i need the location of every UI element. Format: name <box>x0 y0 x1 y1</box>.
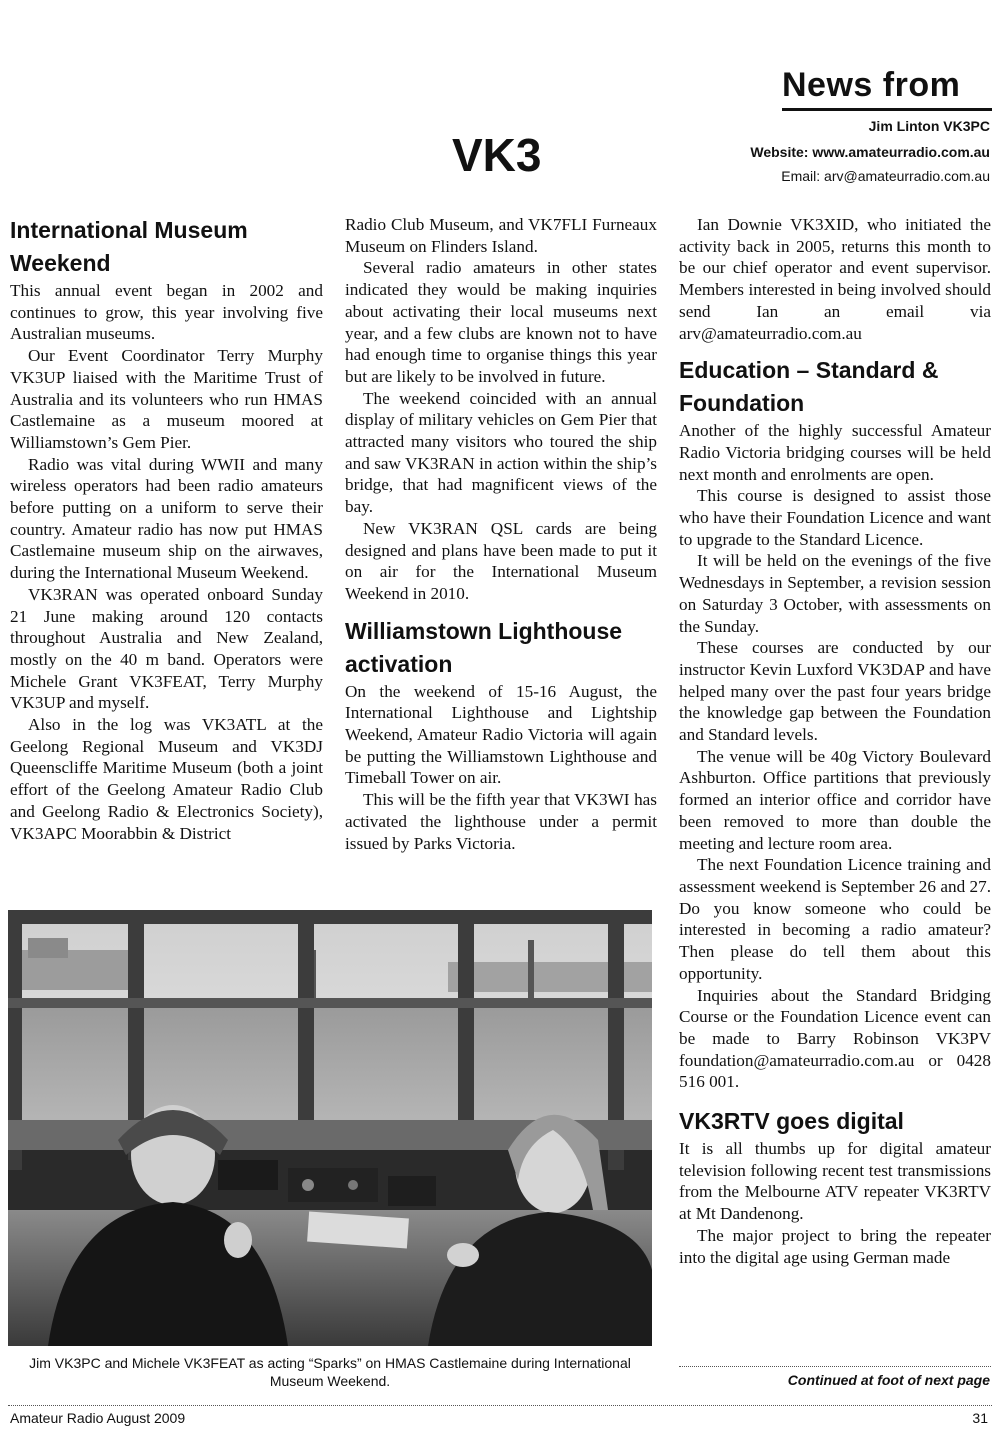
paragraph: The major project to bring the repeater into the digital age using German made <box>679 1225 991 1267</box>
paragraph: The venue will be 40g Victory Boulevard Ashburton. Office partitions that previously formed an interior office and corridor have been removed to more than double the meeting and lecture room area. <box>679 746 991 853</box>
paragraph: This annual event began in 2002 and continues to grow, this year involving five Australian museums. <box>10 281 323 344</box>
paragraph: Our Event Coordinator Terry Murphy VK3UP liaised with the Maritime Trust of Australia and its volunteers who run HMAS Castlemaine as a museum moored at Williamstown’s Gem Pier. <box>10 346 323 452</box>
region-title: VK3 <box>452 129 542 181</box>
heading-vk3rtv: VK3RTV goes digital <box>679 1108 904 1135</box>
paragraph: This will be the fifth year that VK3WI has activated the lighthouse under a permit issued by Parks Victoria. <box>345 790 657 853</box>
paragraph: Ian Downie VK3XID, who initiated the activity back in 2005, returns this month to be our chief operator and event supervisor. Members interested in being involved should send Ian an email via arv@amateurradio.com.au <box>679 215 991 343</box>
paragraph: This course is designed to assist those who have their Foundation Licence and want to upgrade to the Standard Licence. <box>679 486 991 549</box>
paragraph: These courses are conducted by our instructor Kevin Luxford VK3DAP and have helped many over the past four years bridge the knowledge gap between the Foundation and Standard levels. <box>679 638 991 745</box>
paragraph: It is all thumbs up for digital amateur television following recent test transmissions from the Melbourne ATV repeater VK3RTV at Mt Dandenong. <box>679 1139 991 1224</box>
heading-lighthouse: Williamstown Lighthouse activation <box>345 617 623 677</box>
paragraph: Radio was vital during WWII and many wireless operators had been radio amateurs before putting on a uniform to serve their country. Amateur radio has now put HMAS Castlemaine museum ship on the airwaves, during the International Museum Weekend. <box>10 454 323 583</box>
paragraph: Another of the highly successful Amateur Radio Victoria bridging courses will be held next month and enrolments are open. <box>679 421 991 484</box>
paragraph: Several radio amateurs in other states indicated they would be making inquiries about activating their local museums next year, and a few clubs are known not to have had enough time to organise things this year but are likely to be involved in future. <box>345 258 657 386</box>
publication-info: Amateur Radio August 2009 <box>10 1410 186 1426</box>
section-title: News from <box>782 66 961 104</box>
heading-education: Education – Standard & Foundation <box>679 357 939 417</box>
paragraph: On the weekend of 15-16 August, the International Lighthouse and Lightship Weekend, Amateur Radio Victoria will again be putting the Williamstown Lighthouse and Timeball Tower on air. <box>345 681 657 788</box>
paragraph: The next Foundation Licence training and assessment weekend is September 26 and 27. Do you know someone who could be interested in becoming a radio amateur? Then please do tell them about this opportunity. <box>679 855 991 983</box>
paragraph: It will be held on the evenings of the five Wednesdays in September, a revision session on Saturday 3 October, with assessments on the Sunday. <box>679 551 991 636</box>
paragraph: Inquiries about the Standard Bridging Course or the Foundation Licence event can be made to Barry Robinson VK3PV foundation@amateurradio.com.au or 0428 516 001. <box>679 985 991 1092</box>
column-3 <box>679 214 991 1268</box>
paragraph: VK3RAN was operated onboard Sunday 21 June making around 120 contacts throughout Australia and New Zealand, mostly on the 40 m band. Operators were Michele Grant VK3FEAT, Terry Murphy VK3UP and myself. <box>10 584 323 713</box>
paragraph: Also in the log was VK3ATL at the Geelong Regional Museum and VK3DJ Queenscliffe Maritime Museum (both a joint effort of the Geelong Amateur Radio Club and Geelong Radio & Electronics Society), VK3APC Moorabbin & District <box>10 715 323 843</box>
paragraph: Radio Club Museum, and VK7FLI Furneaux Museum on Flinders Island. <box>345 215 657 256</box>
author: Jim Linton VK3PC <box>868 118 990 134</box>
photo-caption: Jim VK3PC and Michele VK3FEAT as acting “Sparks” on HMAS Castlemaine during International Museum Weekend. <box>29 1355 631 1389</box>
website[interactable]: Website: www.amateurradio.com.au <box>750 144 990 160</box>
photo-ship-bridge <box>8 910 652 1346</box>
column-2 <box>345 214 657 854</box>
email[interactable]: Email: arv@amateurradio.com.au <box>781 168 990 184</box>
column-1 <box>10 214 323 844</box>
divider <box>679 1366 991 1367</box>
footer-divider <box>8 1405 992 1406</box>
page-number: 31 <box>972 1410 988 1426</box>
header-rule <box>782 108 992 111</box>
paragraph: New VK3RAN QSL cards are being designed and plans have been made to put it on air for the International Museum Weekend in 2010. <box>345 518 657 603</box>
heading-museum-weekend: International Museum Weekend <box>10 217 248 276</box>
paragraph: The weekend coincided with an annual display of military vehicles on Gem Pier that attracted many visitors who toured the ship and saw VK3RAN in action within the ship’s bridge, that had magnificent views of the bay. <box>345 388 657 517</box>
continued-note: Continued at foot of next page <box>787 1372 990 1388</box>
